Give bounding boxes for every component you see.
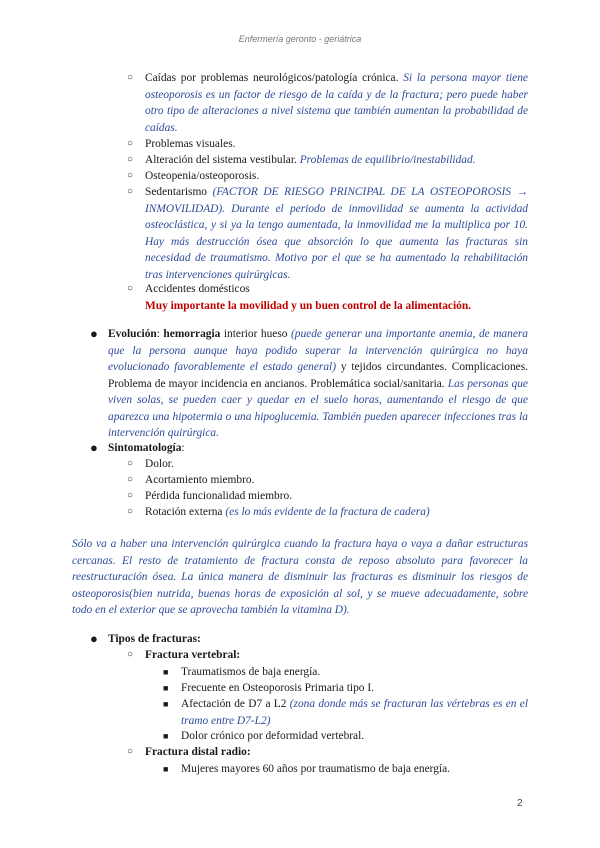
list-item-acortamiento: Acortamiento miembro. xyxy=(145,474,255,486)
list-item-accidentes xyxy=(145,281,528,314)
alteracion-text: Alteración del sistema vestibular. xyxy=(145,154,297,166)
list-item-osteopenia: Osteopenia/osteoporosis. xyxy=(145,170,260,182)
list-item-caidas xyxy=(145,70,528,136)
bullet-circle-icon: ○ xyxy=(127,746,134,757)
list-item-dolor: Dolor. xyxy=(145,458,174,470)
bullet-square-icon: ■ xyxy=(163,731,169,741)
caidas-note: Si la persona mayor tiene osteoporosis es un factor de riesgo de la caída y de la fractura; pero puede haber otro tipo de alteraciones a nivel sistema que también aumentan la probabilidad de caídas. xyxy=(145,72,528,134)
bullet-disc-icon: ● xyxy=(90,631,98,646)
sedentarismo-text: Sedentarismo xyxy=(145,186,208,198)
tipos-heading: Tipos de fracturas: xyxy=(108,633,201,645)
treatment-paragraph: Sólo va a haber una intervención quirúrgica cuando la fractura haya o vaya a dañar estructuras cercanas. El resto de tratamiento de fractura consta de reposo absoluto para favorecer la reestructuración ósea. La única manera de disminuir las fracturas es disminuir los riesgos de osteoporosis(bien nutrida, buenas horas de exposición al sol, y se mueve adecuadamente, sobre todo en el exterior que se aprovecha también la vitamina D). xyxy=(72,538,528,616)
bullet-circle-icon: ○ xyxy=(127,138,134,149)
bullet-circle-icon: ○ xyxy=(127,490,134,501)
bullet-circle-icon: ○ xyxy=(127,170,134,181)
bullet-circle-icon: ○ xyxy=(127,474,134,485)
list-item-traumatismos: Traumatismos de baja energía. xyxy=(181,666,321,678)
list-item-rotacion xyxy=(145,504,528,521)
list-item-perdida: Pérdida funcionalidad miembro. xyxy=(145,490,293,502)
bullet-square-icon: ■ xyxy=(163,699,169,709)
rotacion-text: Rotación externa xyxy=(145,506,223,518)
sedentarismo-note: (FACTOR DE RIESGO PRINCIPAL DE LA OSTEOPOROSIS → INMOVILIDAD). Durante el periodo de inmovilidad se aumenta la actividad osteoclástica, y si ya la tengo aumentada, la inmovilidad me la multiplica por 10. Hay más destrucción ósea que absorción lo que aumenta las fracturas sin necesidad de traumatismo. Motivo por el que se ha aumentado la rehabilitación tras intervenciones quirúrgicas. xyxy=(145,186,528,281)
evolucion-note1: (puede generar una importante anemia, de manera que la persona aunque haya podido superar la intervención quirúrgica no haya evolucionado favorablemente el estado general) xyxy=(108,328,528,373)
sintomatologia-label: Sintomatología xyxy=(108,442,182,454)
list-item-frecuente: Frecuente en Osteoporosis Primaria tipo I. xyxy=(181,682,374,694)
evolucion-label: Evolución xyxy=(108,328,157,340)
sintomatologia-heading: Sintomatología: xyxy=(108,442,185,454)
bullet-disc-icon: ● xyxy=(90,326,98,341)
page-number: 2 xyxy=(517,798,523,809)
bullet-square-icon: ■ xyxy=(163,764,169,774)
caidas-text: Caídas por problemas neurológicos/patología crónica. xyxy=(145,72,399,84)
page-header: Enfermería geronto - geriátrica xyxy=(238,34,362,44)
bullet-circle-icon: ○ xyxy=(127,458,134,469)
rotacion-note: (es lo más evidente de la fractura de cadera) xyxy=(225,506,430,518)
bullet-circle-icon: ○ xyxy=(127,506,134,517)
bullet-square-icon: ■ xyxy=(163,683,169,693)
vertebral-heading: Fractura vertebral: xyxy=(145,649,241,661)
afectacion-text: Afectación de D7 a L2 xyxy=(181,698,287,710)
bullet-circle-icon: ○ xyxy=(127,283,134,294)
alteracion-note: Problemas de equilibrio/inestabilidad. xyxy=(299,154,476,166)
list-item-dolor-cronico: Dolor crónico por deformidad vertebral. xyxy=(181,730,365,742)
list-item-mujeres: Mujeres mayores 60 años por traumatismo de baja energía. xyxy=(181,763,450,775)
evolucion-note2: Las personas que viven solas, se pueden caer y quedar en el suelo horas, aumentando el riesgo de que aparezca una hipotermia o una hipoglucemia. También pueden aparecer infecciones tras la intervención quirúrgica. xyxy=(108,377,528,439)
evolucion-label2: hemorragia xyxy=(163,328,221,340)
list-item-problemas-visuales: Problemas visuales. xyxy=(145,138,236,150)
bullet-circle-icon: ○ xyxy=(127,154,134,165)
bullet-square-icon: ■ xyxy=(163,667,169,677)
bullet-disc-icon: ● xyxy=(90,440,98,455)
afectacion-note: (zona donde más se fracturan las vértebras es en el tramo entre D7-L2) xyxy=(181,698,528,727)
list-item-evolucion: Evolución: hemorragia interior hueso (puede generar una importante anemia, de manera que la persona aunque haya podido superar la intervención quirúrgica no haya evolucionado favorablemente el estado general) y tejidos circundantes. Complicaciones. Problema de mayor incidencia en ancianos. Problemática social/sanitaria. Las personas que viven solas, se pueden caer y quedar en el suelo horas, aumentando el riesgo de que aparezca una hipotermia o una hipoglucemia. También pueden aparecer infecciones tras la intervención quirúrgica. xyxy=(108,328,528,439)
evolucion-text1: interior hueso xyxy=(223,328,288,340)
evolucion-text2: y tejidos circundantes. Complicaciones. Problema de mayor incidencia en ancianos. Problemática social/sanitaria. xyxy=(108,361,528,390)
bullet-circle-icon: ○ xyxy=(127,72,134,83)
accidentes-text: Accidentes domésticos xyxy=(145,283,250,295)
distal-heading: Fractura distal radio: xyxy=(145,746,251,758)
list-item-sedentarismo xyxy=(145,184,528,283)
list-item-alteracion xyxy=(145,152,528,169)
bullet-circle-icon: ○ xyxy=(127,186,134,197)
importante-note: Muy importante la movilidad y un buen control de la alimentación. xyxy=(145,299,472,312)
bullet-circle-icon: ○ xyxy=(127,649,134,660)
list-item-afectacion xyxy=(181,696,528,729)
